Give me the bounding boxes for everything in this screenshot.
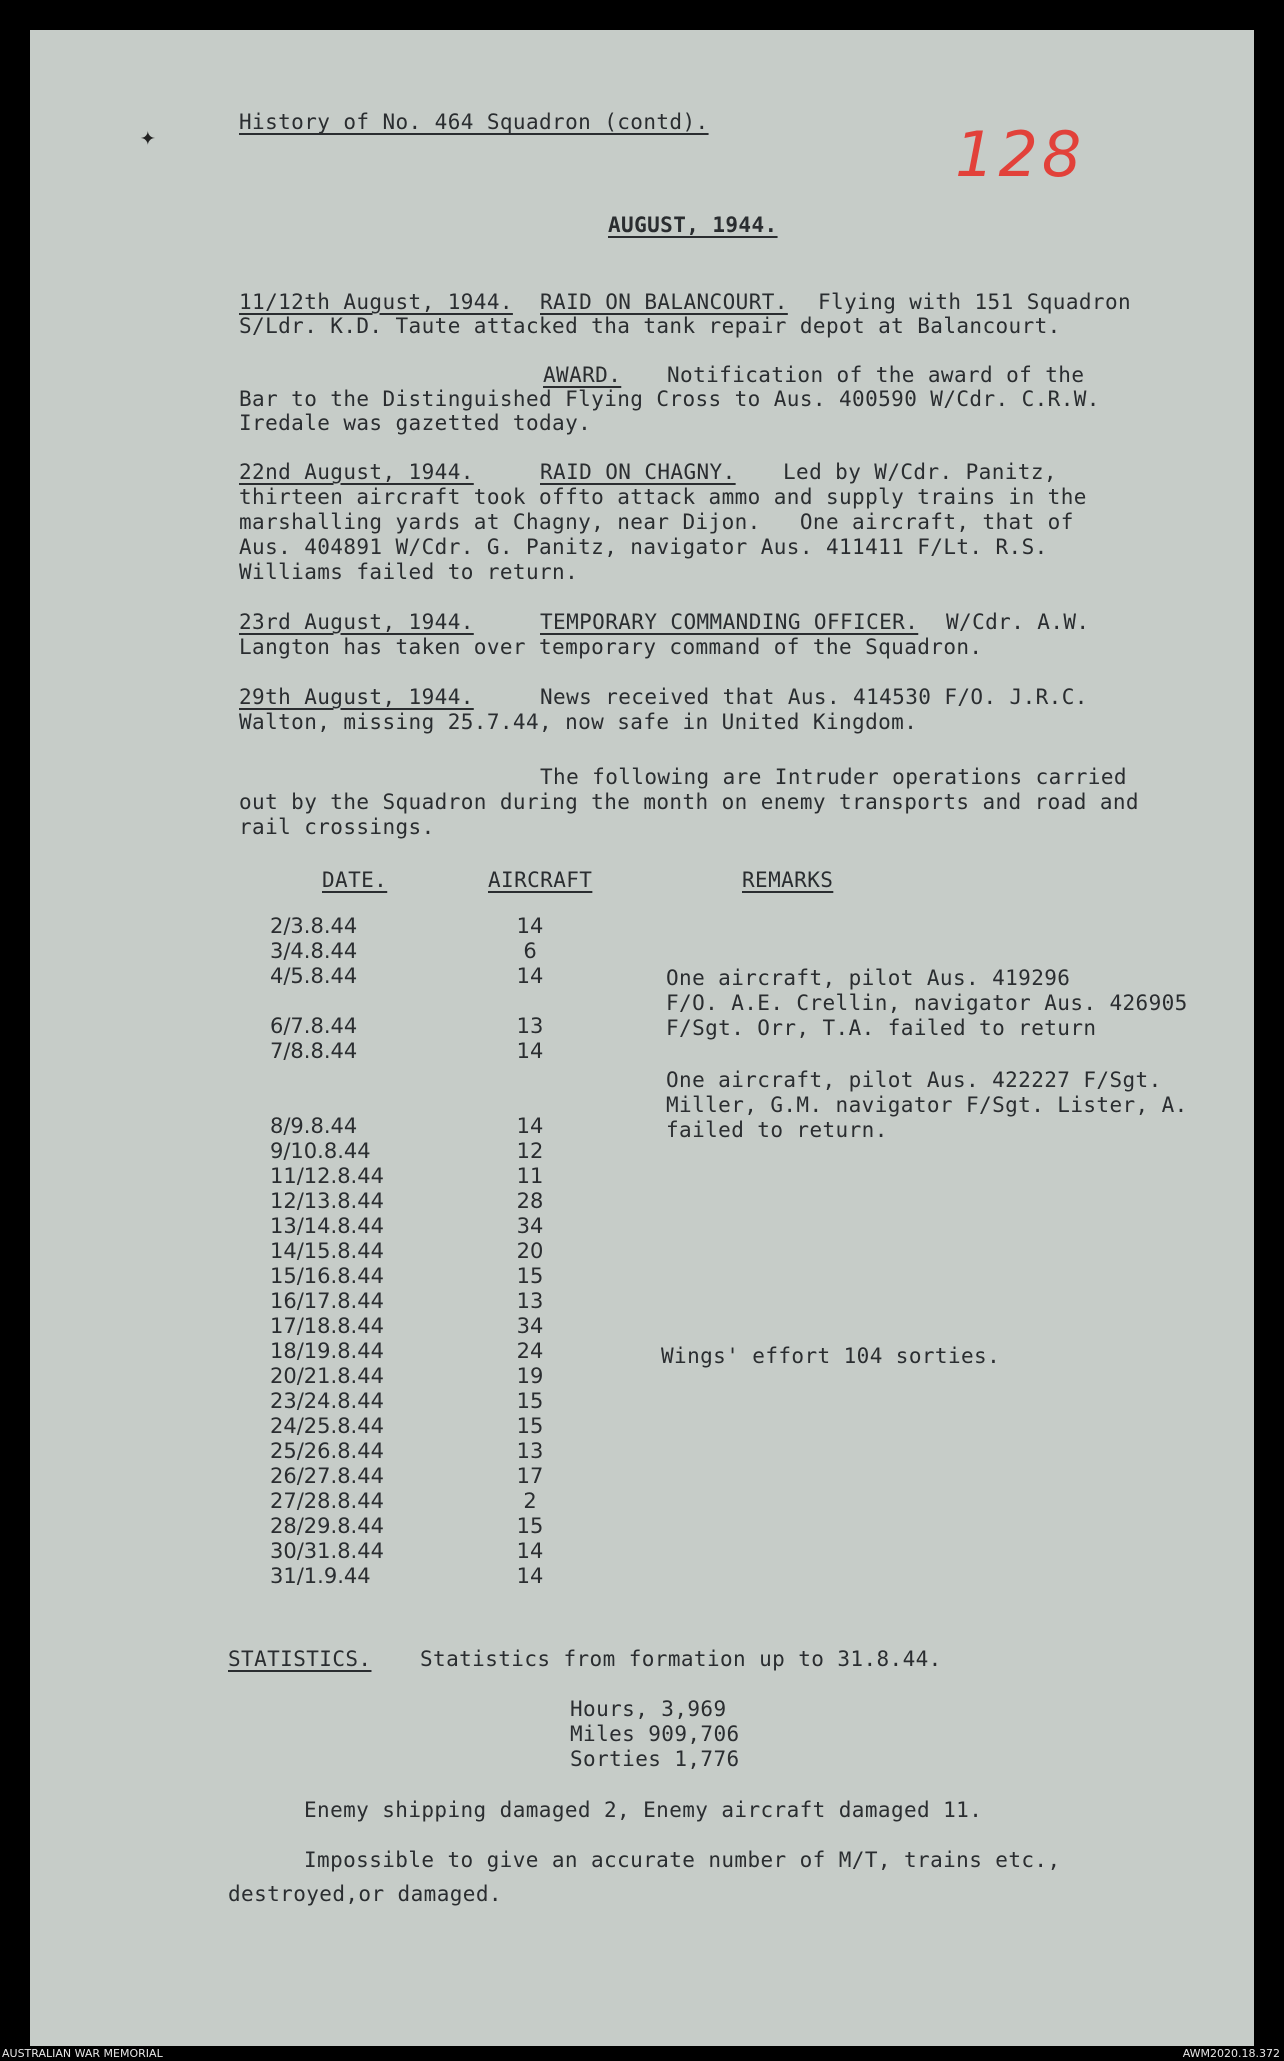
entry-3-date: 22nd August, 1944. bbox=[239, 460, 474, 484]
table-row-aircraft: 15 bbox=[516, 1264, 544, 1288]
entry-4-title: TEMPORARY COMMANDING OFFICER. bbox=[540, 610, 919, 634]
table-row-date: 11/12.8.44 bbox=[270, 1164, 384, 1188]
table-row-date: 6/7.8.44 bbox=[270, 1014, 358, 1038]
table-row-aircraft: 34 bbox=[516, 1214, 544, 1238]
table-row-date: 26/27.8.44 bbox=[270, 1464, 384, 1488]
month-heading: AUGUST, 1944. bbox=[608, 213, 778, 237]
statistics-item: Hours, 3,969 bbox=[570, 1697, 727, 1721]
intro-line: rail crossings. bbox=[239, 815, 435, 839]
table-aircraft-column bbox=[500, 914, 560, 1589]
table-row-aircraft: 15 bbox=[516, 1514, 544, 1538]
entry-3-title: RAID ON CHAGNY. bbox=[540, 460, 736, 484]
entry-3-line: Williams failed to return. bbox=[239, 560, 579, 584]
table-row-date: 14/15.8.44 bbox=[270, 1239, 384, 1263]
table-row-aircraft: 15 bbox=[516, 1414, 544, 1438]
entry-2-line: Bar to the Distinguished Flying Cross to Aus. 400590 W/Cdr. C.R.W. bbox=[239, 387, 1100, 411]
footer-left: AUSTRALIAN WAR MEMORIAL bbox=[2, 2047, 163, 2060]
table-row-aircraft: 20 bbox=[516, 1239, 544, 1263]
table-row-date: 9/10.8.44 bbox=[270, 1139, 371, 1163]
entry-2-title: AWARD. bbox=[543, 363, 622, 387]
table-header-remarks: REMARKS bbox=[742, 868, 834, 892]
entry-3-line: marshalling yards at Chagny, near Dijon. One aircraft, that of bbox=[239, 510, 1074, 534]
table-row-aircraft: 13 bbox=[516, 1014, 544, 1038]
table-row-aircraft: 6 bbox=[523, 939, 537, 963]
entry-3-line: thirteen aircraft took offto attack ammo and supply trains in the bbox=[239, 485, 1087, 509]
pin-mark: ✦ bbox=[140, 122, 156, 152]
table-row-date: 23/24.8.44 bbox=[270, 1389, 384, 1413]
entry-5-date: 29th August, 1944. bbox=[239, 685, 474, 709]
table-date-column bbox=[270, 914, 450, 1589]
document-header: History of No. 464 Squadron (contd). bbox=[239, 110, 709, 134]
statistics-intro: Statistics from formation up to 31.8.44. bbox=[420, 1647, 942, 1671]
table-row-aircraft: 24 bbox=[516, 1339, 544, 1363]
table-row-aircraft: 15 bbox=[516, 1389, 544, 1413]
table-row-date: 20/21.8.44 bbox=[270, 1364, 384, 1388]
table-row-date: 25/26.8.44 bbox=[270, 1439, 384, 1463]
remark-line: One aircraft, pilot Aus. 422227 F/Sgt. bbox=[666, 1068, 1162, 1092]
table-row-aircraft: 14 bbox=[516, 1114, 544, 1138]
table-row-date: 18/19.8.44 bbox=[270, 1339, 384, 1363]
closing-line: destroyed,or damaged. bbox=[228, 1882, 502, 1906]
table-row-date: 28/29.8.44 bbox=[270, 1514, 384, 1538]
entry-2-line: Iredale was gazetted today. bbox=[239, 411, 592, 435]
entry-1-line: S/Ldr. K.D. Taute attacked tha tank repair depot at Balancourt. bbox=[239, 314, 1061, 338]
table-row-date: 27/28.8.44 bbox=[270, 1489, 384, 1513]
entry-1-line: Flying with 151 Squadron bbox=[818, 290, 1132, 314]
table-row-aircraft: 11 bbox=[516, 1164, 544, 1188]
remark-line: One aircraft, pilot Aus. 419296 bbox=[666, 966, 1071, 990]
table-row-date: 3/4.8.44 bbox=[270, 939, 358, 963]
table-row-aircraft: 14 bbox=[516, 1564, 544, 1588]
table-row-date: 12/13.8.44 bbox=[270, 1189, 384, 1213]
statistics-item: Sorties 1,776 bbox=[570, 1747, 740, 1771]
table-row-aircraft: 14 bbox=[516, 964, 544, 988]
table-row-aircraft: 14 bbox=[516, 1539, 544, 1563]
entry-5-line: Walton, missing 25.7.44, now safe in United Kingdom. bbox=[239, 710, 918, 734]
table-row-aircraft: 12 bbox=[516, 1139, 544, 1163]
table-header-aircraft: AIRCRAFT bbox=[488, 868, 593, 892]
footer-right: AWM2020.18.372 bbox=[1182, 2047, 1280, 2060]
statistics-item: Miles 909,706 bbox=[570, 1722, 740, 1746]
statistics-label: STATISTICS. bbox=[228, 1647, 372, 1671]
table-row-date: 16/17.8.44 bbox=[270, 1289, 384, 1313]
page-number-mark: 128 bbox=[955, 118, 1086, 191]
table-row-date: 30/31.8.44 bbox=[270, 1539, 384, 1563]
entry-3-line: Led by W/Cdr. Panitz, bbox=[783, 460, 1057, 484]
table-row-date: 24/25.8.44 bbox=[270, 1414, 384, 1438]
table-row-date: 4/5.8.44 bbox=[270, 964, 358, 988]
table-row-aircraft: 2 bbox=[523, 1489, 537, 1513]
entry-4-line: Langton has taken over temporary command of the Squadron. bbox=[239, 635, 983, 659]
table-row-aircraft: 14 bbox=[516, 1039, 544, 1063]
table-row-aircraft: 34 bbox=[516, 1314, 544, 1338]
table-row-date: 17/18.8.44 bbox=[270, 1314, 384, 1338]
table-row-aircraft: 13 bbox=[516, 1289, 544, 1313]
closing-line: Impossible to give an accurate number of M/T, trains etc., bbox=[304, 1848, 1061, 1872]
table-row-aircraft: 13 bbox=[516, 1439, 544, 1463]
table-row-date: 31/1.9.44 bbox=[270, 1564, 371, 1588]
table-row-date: 15/16.8.44 bbox=[270, 1264, 384, 1288]
table-header-date: DATE. bbox=[322, 868, 388, 892]
table-row-date: 2/3.8.44 bbox=[270, 914, 358, 938]
table-row-aircraft: 28 bbox=[516, 1189, 544, 1213]
intro-line: The following are Intruder operations carried bbox=[540, 765, 1127, 789]
remark-line: Miller, G.M. navigator F/Sgt. Lister, A. bbox=[666, 1093, 1188, 1117]
entry-4-date: 23rd August, 1944. bbox=[239, 610, 474, 634]
entry-3-line: Aus. 404891 W/Cdr. G. Panitz, navigator Aus. 411411 F/Lt. R.S. bbox=[239, 535, 1048, 559]
remark-line: Wings' effort 104 sorties. bbox=[661, 1344, 1001, 1368]
closing-line: Enemy shipping damaged 2, Enemy aircraft damaged 11. bbox=[304, 1798, 983, 1822]
entry-4-line: W/Cdr. A.W. bbox=[946, 610, 1090, 634]
table-row-date: 8/9.8.44 bbox=[270, 1114, 358, 1138]
table-row-date: 7/8.8.44 bbox=[270, 1039, 358, 1063]
remark-line: F/Sgt. Orr, T.A. failed to return bbox=[666, 1016, 1097, 1040]
entry-1-date: 11/12th August, 1944. bbox=[239, 290, 513, 314]
remark-line: failed to return. bbox=[666, 1118, 888, 1142]
table-row-aircraft: 14 bbox=[516, 914, 544, 938]
table-row-aircraft: 19 bbox=[516, 1364, 544, 1388]
table-row-date: 13/14.8.44 bbox=[270, 1214, 384, 1238]
entry-2-line: Notification of the award of the bbox=[667, 363, 1085, 387]
entry-5-line: News received that Aus. 414530 F/O. J.R.C. bbox=[540, 685, 1088, 709]
entry-1-title: RAID ON BALANCOURT. bbox=[540, 290, 788, 314]
intro-line: out by the Squadron during the month on enemy transports and road and bbox=[239, 790, 1139, 814]
remark-line: F/O. A.E. Crellin, navigator Aus. 426905 bbox=[666, 991, 1188, 1015]
table-row-aircraft: 17 bbox=[516, 1464, 544, 1488]
